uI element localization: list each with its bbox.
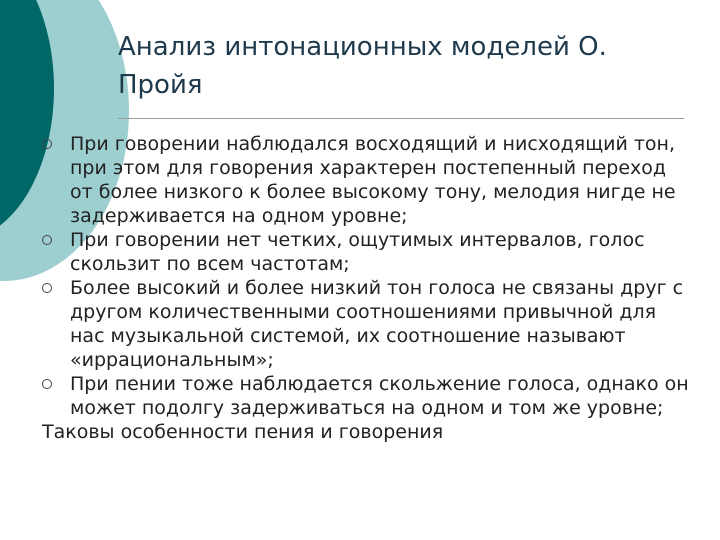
slide-title: Анализ интонационных моделей О. Пройя: [118, 32, 607, 100]
bullet-item: [42, 132, 690, 228]
bullet-text: При говорении нет четких, ощутимых интервалов, голос скользит по всем частотам;: [70, 229, 645, 275]
circle-bullet-icon: [42, 379, 52, 389]
bullet-item: [42, 372, 690, 420]
bullet-text: При пении тоже наблюдается скольжение голоса, однако он может подолгу задерживаться на одном и том же уровне;: [70, 373, 689, 419]
bullet-item: [42, 228, 690, 276]
slide-body: [42, 132, 690, 444]
bullet-text: При говорении наблюдался восходящий и нисходящий тон, при этом для говорения характерен постепенный переход от более низкого к более высокому тону, мелодия нигде не задерживается на одном уровне;: [70, 133, 676, 227]
title-divider: [118, 118, 684, 119]
circle-bullet-icon: [42, 235, 52, 245]
bullet-text: Более высокий и более низкий тон голоса не связаны друг с другом количественными соотношениями привычной для нас музыкальной системой, их соотношение называют «иррациональным»;: [70, 277, 684, 371]
conclusion-text: Таковы особенности пения и говорения: [42, 421, 444, 443]
bullet-list: [42, 132, 690, 420]
circle-bullet-icon: [42, 139, 52, 149]
bullet-item: [42, 276, 690, 372]
circle-bullet-icon: [42, 283, 52, 293]
